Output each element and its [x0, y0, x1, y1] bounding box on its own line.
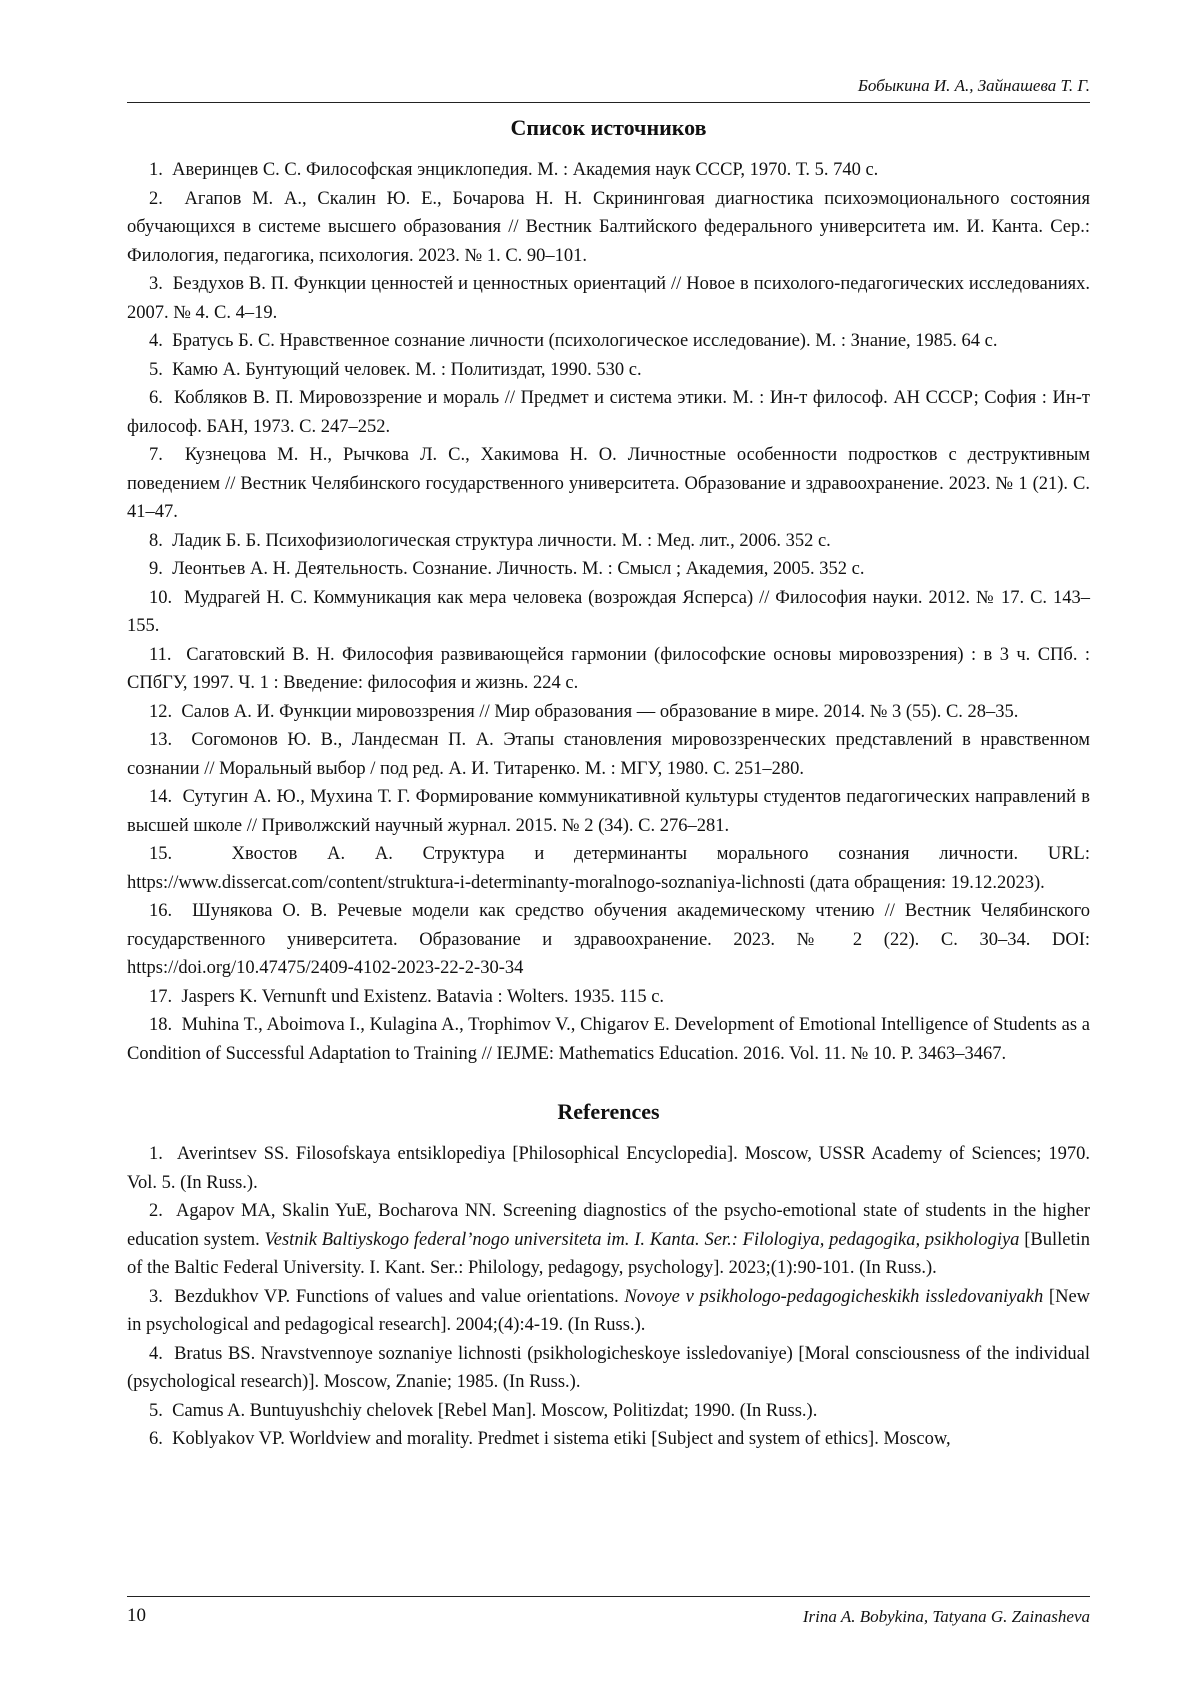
sources-item-number: 4. [149, 331, 163, 351]
sources-item-number: 11. [149, 644, 172, 665]
sources-item [127, 441, 1090, 527]
references-item-number: 3. [149, 1286, 163, 1307]
sources-item-text: Братусь Б. С. Нравственное сознание личности (психологическое исследование). М. : Знание, 1985. 64 с. [172, 331, 998, 351]
sources-item-number: 17. [149, 986, 173, 1007]
sources-item-text: Шунякова О. В. Речевые модели как средство обучения академическому чтению // Вестник Челябинского государственного университета. Образование и здравоохранение. 2023. № 2 (22). С. 30–34. DOI: https://doi.org/10.47475/2409-4102-2023-22-2-30-34 [127, 901, 1090, 978]
sources-item-text: Сутугин А. Ю., Мухина Т. Г. Формирование коммуникативной культуры студентов педагогических направлений в высшей школе // Приволжский научный журнал. 2015. № 2 (34). С. 276–281. [127, 787, 1090, 836]
references-item-number: 4. [149, 1343, 163, 1364]
references-item [127, 1425, 1090, 1454]
references-list [127, 1140, 1090, 1454]
page-number: 10 [127, 1605, 146, 1626]
sources-item-number: 5. [149, 359, 163, 380]
sources-item [127, 584, 1090, 641]
references-item [127, 1197, 1090, 1283]
sources-item [127, 726, 1090, 783]
sources-item-text: Сагатовский В. Н. Философия развивающейся гармонии (философские основы мировоззрения) : в 3 ч. СПб. : СПбГУ, 1997. Ч. 1 : Введение: философия и жизнь. 224 с. [127, 644, 1090, 693]
sources-item [127, 555, 1090, 584]
references-item-number: 1. [149, 1144, 163, 1164]
sources-item [127, 641, 1090, 698]
sources-item [127, 783, 1090, 840]
references-item-text: [New in psychological and pedagogical research]. 2004;(4):4-19. (In Russ.). [127, 1286, 1091, 1335]
sources-item [127, 356, 1090, 385]
references-item-journal-title: Novoye v psikhologo-pedagogicheskikh issledovaniyakh [624, 1286, 1044, 1307]
references-item-text: Bratus BS. Nravstvennoye soznaniye lichnosti (psikhologicheskoye issledovaniye) [Moral consciousness of the individual (psychological research)]. Moscow, Znanie; 1985. (In Russ.). [127, 1343, 1090, 1392]
sources-item [127, 156, 1090, 185]
sources-item-text: Ладик Б. Б. Психофизиологическая структура личности. М. : Мед. лит., 2006. 352 с. [172, 530, 831, 551]
sources-item-number: 7. [149, 445, 163, 465]
sources-item [127, 897, 1090, 983]
sources-item-number: 13. [149, 730, 173, 750]
sources-item-text: Хвостов А. А. Структура и детерминанты морального сознания личности. URL: https://www.dissercat.com/content/struktura-i-determinanty-moralnogo-soznaniya-lichnosti (дата обращения: 19.12.2023). [127, 844, 1091, 893]
references-item [127, 1397, 1090, 1426]
references-item-number: 6. [149, 1429, 163, 1449]
references-item-text: Bezdukhov VP. Functions of values and value orientations. [174, 1286, 625, 1307]
sources-title: Список источников [510, 115, 707, 140]
sources-item-text: Агапов М. А., Скалин Ю. Е., Бочарова Н. Н. Скрининговая диагностика психоэмоционального состояния обучающихся в системе высшего образования // Вестник Балтийского федерального университета им. И. Канта. Сер.: Филология, педагогика, психология. 2023. № 1. С. 90–101. [127, 188, 1090, 266]
sources-item-text: Камю А. Бунтующий человек. М. : Политиздат, 1990. 530 с. [172, 359, 642, 380]
sources-item-text: Кобляков В. П. Мировоззрение и мораль // Предмет и система этики. М. : Ин-т философ. АН СССР; София : Ин-т философ. БАН, 1973. С. 247–252. [127, 388, 1090, 437]
footer-rule [127, 1596, 1090, 1597]
references-item-text: [Bulletin of the Baltic Federal University. I. Kant. Ser.: Philology, pedagogy, psychology]. 2023;(1):90-101. (In Russ.). [127, 1229, 1090, 1278]
references-item-number: 2. [149, 1201, 163, 1221]
header-rule [127, 102, 1090, 103]
references-item-text: Agapov MA, Skalin YuE, Bocharova NN. Screening diagnostics of the psycho-emotional state of students in the higher education system. [127, 1201, 1091, 1250]
sources-item-text: Бездухов В. П. Функции ценностей и ценностных ориентаций // Новое в психолого-педагогических исследованиях. 2007. № 4. С. 4–19. [127, 274, 1091, 323]
sources-item [127, 1011, 1090, 1068]
sources-item [127, 327, 1090, 356]
sources-item-text: Muhina T., Aboimova I., Kulagina A., Trophimov V., Chigarov E. Development of Emotional Intelligence of Students as a Condition of Successful Adaptation to Training // IEJME: Mathematics Education. 2016. Vol. 11. № 10. P. 3463–3467. [127, 1015, 1091, 1064]
sources-item-text: Согомонов Ю. В., Ландесман П. А. Этапы становления мировоззренческих представлений в нравственном сознании // Моральный выбор / под ред. А. И. Титаренко. М. : МГУ, 1980. С. 251–280. [127, 730, 1090, 779]
sources-item [127, 983, 1090, 1012]
sources-item [127, 185, 1090, 271]
sources-item-text: Леонтьев А. Н. Деятельность. Сознание. Личность. М. : Смысл ; Академия, 2005. 352 с. [172, 559, 865, 579]
sources-item-number: 16. [149, 901, 173, 921]
sources-item-number: 12. [149, 701, 173, 722]
sources-item-number: 6. [149, 388, 163, 408]
references-item [127, 1140, 1090, 1197]
sources-item-text: Jaspers K. Vernunft und Existenz. Batavia : Wolters. 1935. 115 c. [181, 986, 665, 1007]
sources-item [127, 527, 1090, 556]
sources-item [127, 698, 1090, 727]
references-title: References [557, 1099, 660, 1124]
references-item [127, 1340, 1090, 1397]
sources-item-number: 8. [149, 530, 163, 551]
sources-item [127, 840, 1090, 897]
sources-item [127, 384, 1090, 441]
references-item-number: 5. [149, 1400, 163, 1421]
running-header-authors: Бобыкина И. А., Зайнашева Т. Г. [857, 76, 1090, 95]
references-item [127, 1283, 1090, 1340]
sources-item-number: 2. [149, 188, 163, 209]
sources-item-number: 1. [149, 160, 163, 180]
sources-item-text: Мудрагей Н. С. Коммуникация как мера человека (возрождая Ясперса) // Философия науки. 2012. № 17. С. 143–155. [127, 587, 1090, 636]
sources-item-number: 14. [149, 787, 173, 807]
sources-item-number: 18. [149, 1015, 173, 1035]
sources-item-text: Аверинцев С. С. Философская энциклопедия. М. : Академия наук СССР, 1970. Т. 5. 740 с. [172, 160, 879, 180]
footer-authors: Irina A. Bobykina, Tatyana G. Zainasheva [802, 1607, 1090, 1626]
sources-item-number: 3. [149, 274, 163, 294]
sources-item [127, 270, 1090, 327]
references-item-journal-title: Vestnik Baltiyskogo federal’nogo universiteta im. I. Kanta. Ser.: Filologiya, pedagogika, psikhologiya [264, 1229, 1020, 1250]
references-item-text: Koblyakov VP. Worldview and morality. Predmet i sistema etiki [Subject and system of ethics]. Moscow, [172, 1429, 951, 1449]
sources-item-number: 9. [149, 559, 163, 579]
sources-list [127, 156, 1090, 1068]
sources-item-number: 10. [149, 587, 173, 608]
sources-item-text: Кузнецова М. Н., Рычкова Л. С., Хакимова Н. О. Личностные особенности подростков с деструктивным поведением // Вестник Челябинского государственного университета. Образование и здравоохранение. 2023. № 1 (21). С. 41–47. [127, 445, 1090, 522]
references-item-text: Averintsev SS. Filosofskaya entsiklopediya [Philosophical Encyclopedia]. Moscow, USSR Academy of Sciences; 1970. Vol. 5. (In Russ.). [127, 1144, 1091, 1193]
sources-item-number: 15. [149, 844, 173, 864]
references-item-text: Camus A. Buntuyushchiy chelovek [Rebel Man]. Moscow, Politizdat; 1990. (In Russ.). [172, 1400, 818, 1421]
sources-item-text: Салов А. И. Функции мировоззрения // Мир образования — образование в мире. 2014. № 3 (55). С. 28–35. [181, 701, 1019, 722]
